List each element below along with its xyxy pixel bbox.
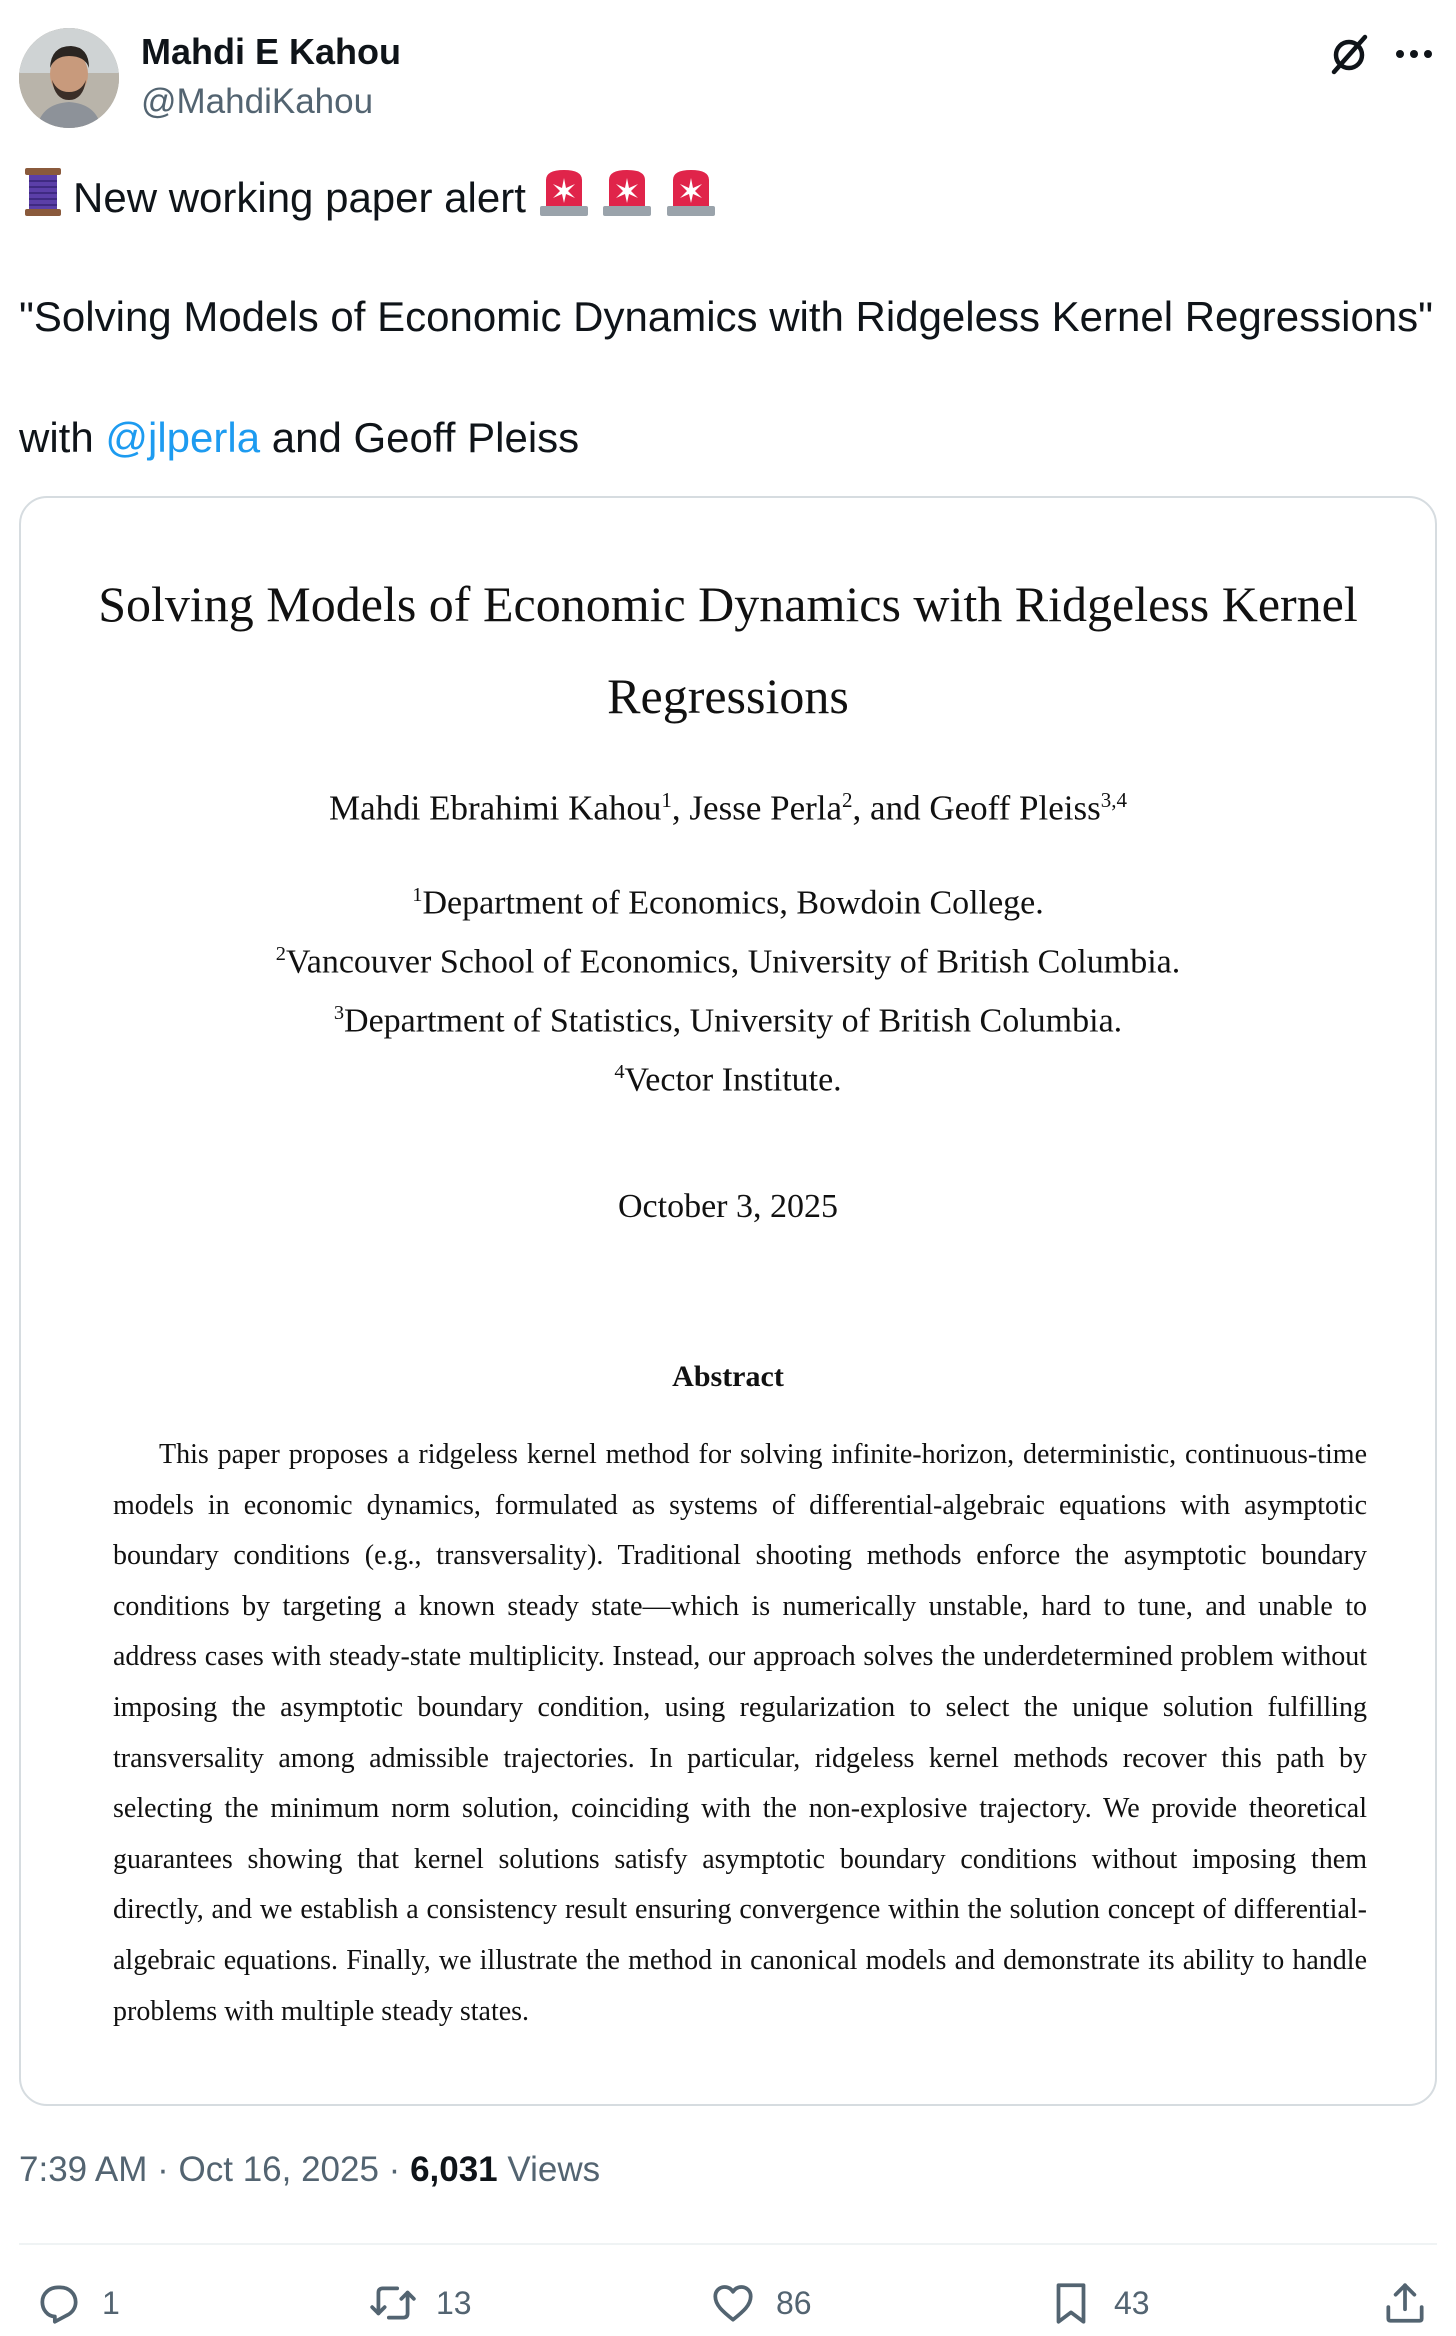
affiliation-num: 4 [614,1061,625,1083]
bookmark-count: 43 [1114,2284,1150,2321]
affiliation-num: 1 [412,884,423,906]
display-name[interactable]: Mahdi E Kahou [141,31,401,72]
author-1: Mahdi Ebrahimi Kahou [328,788,662,828]
abstract-heading: Abstract [672,1360,784,1393]
paper-page [21,498,1435,2104]
affiliation-num: 2 [275,943,286,965]
coauthors-prefix: with [19,414,106,461]
affiliation-text: Department of Economics, Bowdoin College. [422,884,1044,922]
share-icon [1380,2278,1430,2328]
author-3: and Geoff Pleiss [870,788,1101,828]
coauthors-suffix: and Geoff Pleiss [260,414,580,461]
author-3-sup: 3,4 [1100,788,1127,812]
media-image[interactable] [19,496,1437,2106]
affiliation [21,943,1435,981]
bookmark-icon [1046,2278,1096,2328]
paper-authors: Mahdi Ebrahimi Kahou$^1$, Jesse Perla$^2$, and Geoff Pleiss$^{3,4}$ [328,788,1127,828]
tweet-line-1 [19,166,717,234]
mention-link[interactable]: @jlperla [105,414,261,461]
tweet-time[interactable]: 7:39 AM [19,2150,148,2189]
bookmark-button[interactable] [1046,2275,1150,2331]
tweet-coauthors [19,408,579,468]
affiliation-text: Vancouver School of Economics, University of British Columbia. [285,943,1181,981]
share-button[interactable] [1380,2275,1430,2331]
views-count: 6,031 [410,2150,498,2189]
grok-icon[interactable] [1325,30,1373,78]
reply-button[interactable] [34,2275,120,2331]
reply-count: 1 [102,2284,120,2321]
spool-of-thread-icon [19,166,67,234]
paper-date: October 3, 2025 [617,1188,838,1225]
abstract-body: This paper proposes a ridgeless kernel method for solving infinite-horizon, deterministic, continuous-time models in economic dynamics, formulated as systems of differential-algebraic equations with asymptotic boundary conditions (e.g., transversality). Traditional shooting methods enforce the asymptotic boundary conditions by targeting a known steady state—which is numerically unstable, hard to tune, and unable to address cases with steady-state multiplicity. Instead, our approach solves the underdetermined problem without imposing the asymptotic boundary condition, using regularization to select the unique solution fulfilling transversality among admissible trajectories. In particular, ridgeless kernel methods recover this path by selecting the minimum norm solution, coinciding with the non-explosive trajectory. We provide theoretical guarantees showing that kernel solutions satisfy asymptotic boundary conditions without imposing them directly, and we establish a consistency result ensuring convergence within the solution concept of differential-algebraic equations. Finally, we illustrate the method in canonical models and demonstrate its ability to handle problems with multiple steady states. [113,1439,1367,2027]
affiliation [21,884,1435,922]
paper-title: Solving Models of Economic Dynamics with Ridgeless Kernel Regressions [98,576,1358,724]
divider [19,2243,1437,2245]
affiliation [21,1061,1435,1099]
affiliation-text: Vector Institute. [624,1061,842,1099]
affiliation [21,1002,1435,1040]
like-count: 86 [776,2284,812,2321]
tweet-meta: 7:39 AM · Oct 16, 2025 · 6,031 Views [19,2150,601,2189]
more-icon[interactable] [1390,30,1438,78]
user-handle[interactable]: @MahdiKahou [141,82,374,121]
tweet-date[interactable]: Oct 16, 2025 [178,2150,379,2189]
author-1-sup: 1 [661,788,672,812]
tweet-paper-title: "Solving Models of Economic Dynamics with Ridgeless Kernel Regressions" [19,293,1434,340]
affiliation-text: Department of Statistics, University of British Columbia. [344,1002,1123,1040]
author-2: Jesse Perla [689,788,843,828]
avatar[interactable] [19,28,119,128]
tweet-intro-text: New working paper alert [73,174,526,221]
police-light-icon [538,166,590,234]
reply-icon [34,2278,84,2328]
police-light-icon [665,166,717,234]
like-button[interactable] [708,2275,812,2331]
repost-button[interactable] [368,2275,472,2331]
affiliation-num: 3 [333,1002,345,1024]
views-label: Views [507,2150,601,2189]
author-2-sup: 2 [842,788,853,812]
police-light-icon [601,166,653,234]
heart-icon [708,2278,758,2328]
repost-icon [368,2278,418,2328]
repost-count: 13 [436,2284,472,2321]
